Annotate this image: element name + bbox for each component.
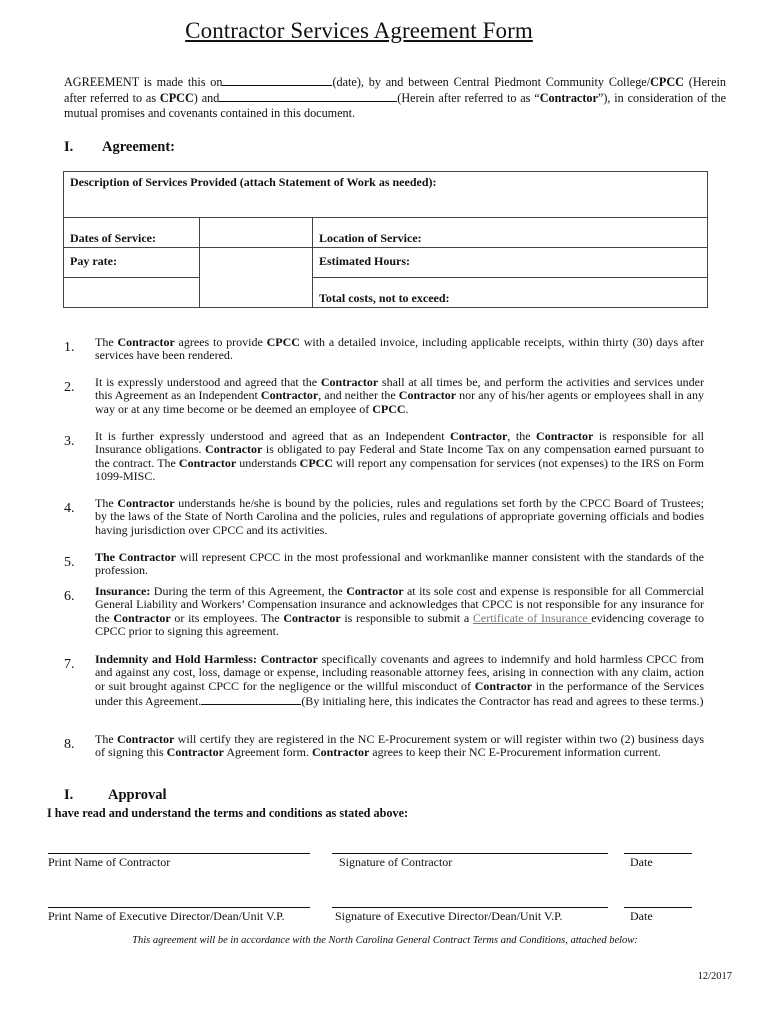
list-item <box>64 376 704 416</box>
total-cost-cell[interactable] <box>313 278 708 308</box>
item-number: 8. <box>64 737 75 752</box>
location-cell[interactable] <box>313 218 708 248</box>
item-bold-text: Contractor <box>474 678 533 693</box>
intro-text: AGREEMENT is made this on <box>64 75 223 89</box>
signature-label: Print Name of Contractor <box>48 855 171 869</box>
item-plain-text: in the performance of the Services under this Agreement. <box>95 678 704 709</box>
item-bold-text: Contractor <box>450 429 508 443</box>
executive-print-name-field[interactable] <box>48 907 310 924</box>
item-number: 6. <box>64 589 75 604</box>
item-plain-text: , the <box>507 429 537 443</box>
list-item <box>64 733 704 760</box>
services-table <box>63 171 708 308</box>
certificate-of-insurance-link[interactable]: Certificate of Insurance <box>472 610 592 625</box>
item-plain-text: nor any of his/her agents or employees shall in any way or at any time become or be deemed an employee of <box>95 388 704 416</box>
section-title: Approval <box>108 787 167 803</box>
item-text <box>95 733 704 760</box>
item-plain-text: or its employees. The <box>170 610 284 625</box>
item-plain-text: understands he/she is bound by the policies, rules and regulations set forth by the CPCC Board of Trustees; by the laws of the State of North Carolina and the policies, rules and regulations of appropriate governing officials and bodies having jurisdiction over CPCC and its activities. <box>95 496 704 537</box>
item-bold-text: Contractor <box>320 375 379 389</box>
terms-footnote: This agreement will be in accordance with the North Carolina General Contract Terms and Conditions, attached below: <box>132 935 638 946</box>
item-plain-text: During the term of this Agreement, the <box>150 584 347 598</box>
item-plain-text: will report any compensation for services (not expenses) to the IRS on Form 1099-MISC. <box>95 455 704 484</box>
item-text <box>95 430 704 484</box>
item-plain-text: is responsible to submit a <box>340 610 473 625</box>
item-number: 5. <box>64 555 75 570</box>
pay-label-cell <box>64 248 200 278</box>
contractor-name-field[interactable] <box>219 90 397 102</box>
item-plain-text: will represent CPCC in the most professional and workmanlike manner consistent with the standards of the profession. <box>95 550 704 578</box>
approval-statement: I have read and understand the terms and conditions as stated above: <box>47 806 409 820</box>
item-bold-text: CPCC <box>299 455 333 470</box>
signature-label: Date <box>630 855 653 869</box>
item-text <box>95 653 704 709</box>
initials-field[interactable] <box>201 693 301 705</box>
item-text <box>95 551 704 578</box>
item-bold-text: Contractor <box>113 610 171 625</box>
item-plain-text: specifically covenants and agrees to indemnify and hold harmless CPCC from and against any cost, loss, damage or expense, including reasonable attorney fees, arising in connection with any claim, action or suit brought against CPCC for the negligence or the willful misconduct of <box>95 652 705 693</box>
item-plain-text: evidencing coverage to CPCC prior to signing this agreement. <box>95 610 704 639</box>
item-plain-text: It is further expressly understood and agreed that as an Independent <box>95 429 451 443</box>
item-plain-text: is obligated to pay Federal and State Income Tax on any compensation earned pursuant to the contract. The <box>95 442 704 470</box>
item-number: 3. <box>64 434 75 449</box>
item-plain-text: shall at all times be, and perform the activities and services under this Agreement as an Independent <box>95 375 704 403</box>
intro-bold: Contractor <box>539 91 598 105</box>
item-bold-text: Contractor <box>260 388 319 403</box>
item-bold-text: Contractor <box>205 442 263 457</box>
section-number: I. <box>64 787 74 803</box>
item-plain-text: Agreement form. <box>223 745 312 760</box>
revision-date: 12/2017 <box>697 971 732 982</box>
item-plain-text: with a detailed invoice, including applicable receipts, within thirty (30) days after services have been rendered. <box>95 335 705 363</box>
list-item <box>64 497 704 537</box>
signature-label: Signature of Contractor <box>339 855 453 869</box>
item-plain-text: (By initialing here, this indicates the Contractor has read and agrees to these terms.) <box>301 694 704 709</box>
signature-label: Date <box>630 909 653 923</box>
item-plain-text: at its sole cost and expense is responsible for all Commercial General Liability and Workers’ Compensation insurance and acknowledges that CPCC is not responsible for any insurance for the <box>95 584 705 625</box>
item-plain-text: , and neither the <box>318 388 399 403</box>
contractor-signature-field[interactable] <box>332 853 608 870</box>
contractor-date-field[interactable] <box>624 853 692 870</box>
item-text <box>95 585 704 639</box>
hours-cell[interactable] <box>313 248 708 278</box>
intro-text: (date), by and between Central Piedmont Community College/ <box>332 75 651 89</box>
dates-label: Dates of Service: <box>70 231 156 245</box>
item-bold-text: Contractor <box>166 745 224 760</box>
item-number: 1. <box>64 340 75 355</box>
section-title: Agreement: <box>102 139 176 155</box>
section-number: I. <box>64 139 74 155</box>
item-bold-text: The Contractor <box>95 550 176 564</box>
agreement-date-field[interactable] <box>222 74 332 86</box>
signature-label: Signature of Executive Director/Dean/Unit V.P. <box>335 909 563 923</box>
item-bold-text: CPCC <box>372 401 406 416</box>
item-plain-text: . <box>405 401 409 416</box>
item-bold-text: Contractor <box>178 455 237 470</box>
item-bold-text: Contractor <box>346 584 404 598</box>
list-item <box>64 653 704 709</box>
item-plain-text: understands <box>236 455 300 470</box>
item-plain-text: The <box>95 496 118 510</box>
executive-date-field[interactable] <box>624 907 692 924</box>
intro-paragraph <box>64 74 726 121</box>
item-plain-text: The <box>95 335 118 349</box>
item-bold-text: Contractor <box>536 429 594 443</box>
executive-signature-field[interactable] <box>332 907 608 924</box>
section-agreement-heading <box>64 139 176 156</box>
item-plain-text: The <box>95 732 118 746</box>
item-text <box>95 336 704 363</box>
item-bold-text: Contractor <box>398 388 457 403</box>
total-cost-label: Total costs, not to exceed: <box>319 291 450 305</box>
intro-bold: CPCC <box>650 75 684 89</box>
description-cell[interactable] <box>64 172 708 218</box>
item-number: 7. <box>64 657 75 672</box>
intro-text: (Herein after referred to as <box>64 75 726 105</box>
item-plain-text: agrees to keep their NC E-Procurement information current. <box>369 745 661 760</box>
location-label: Location of Service: <box>319 231 422 245</box>
list-item <box>64 551 704 578</box>
pay-label: Pay rate: <box>70 254 117 268</box>
list-item <box>64 336 704 363</box>
item-bold-text: Contractor <box>117 496 175 510</box>
item-plain-text: is responsible for all Insurance obligations. <box>95 429 704 457</box>
item-bold-text: Contractor <box>283 610 341 625</box>
item-text <box>95 376 704 416</box>
section-approval-heading <box>64 787 167 804</box>
item-number: 4. <box>64 501 75 516</box>
item-plain-text: will certify they are registered in the NC E-Procurement system or will register within two (2) business days of signing this <box>95 732 704 760</box>
item-bold-text: Insurance: <box>95 584 151 598</box>
item-bold-text: Indemnity and Hold Harmless: <box>95 652 257 666</box>
intro-bold: CPCC <box>159 91 194 105</box>
pay-empty-cell[interactable] <box>64 278 200 308</box>
item-bold-text: Contractor <box>260 652 318 666</box>
item-bold-text: Contractor <box>117 335 175 349</box>
list-item <box>64 430 704 484</box>
item-text <box>95 497 704 537</box>
item-bold-text: Contractor <box>311 745 370 760</box>
dates-label-cell <box>64 218 200 248</box>
list-item <box>64 585 704 639</box>
dates-value-cell[interactable] <box>200 218 313 248</box>
item-number: 2. <box>64 380 75 395</box>
item-bold-text: CPCC <box>266 335 300 349</box>
intro-text: (Herein after referred to as “ <box>397 91 540 105</box>
description-label: Description of Services Provided (attach Statement of Work as needed): <box>70 175 437 189</box>
item-bold-text: Contractor <box>117 732 175 746</box>
contractor-print-name-field[interactable] <box>48 853 310 870</box>
intro-text: ”), in consideration of the mutual promises and covenants contained in this document. <box>64 91 727 120</box>
signature-label: Print Name of Executive Director/Dean/Unit V.P. <box>48 909 285 923</box>
item-plain-text: It is expressly understood and agreed that the <box>95 375 321 389</box>
item-plain-text: agrees to provide <box>174 335 267 349</box>
intro-text: ) and <box>193 91 220 105</box>
hours-label: Estimated Hours: <box>319 254 410 268</box>
form-title: Contractor Services Agreement Form <box>185 18 533 43</box>
pay-value-cell[interactable] <box>200 248 313 308</box>
